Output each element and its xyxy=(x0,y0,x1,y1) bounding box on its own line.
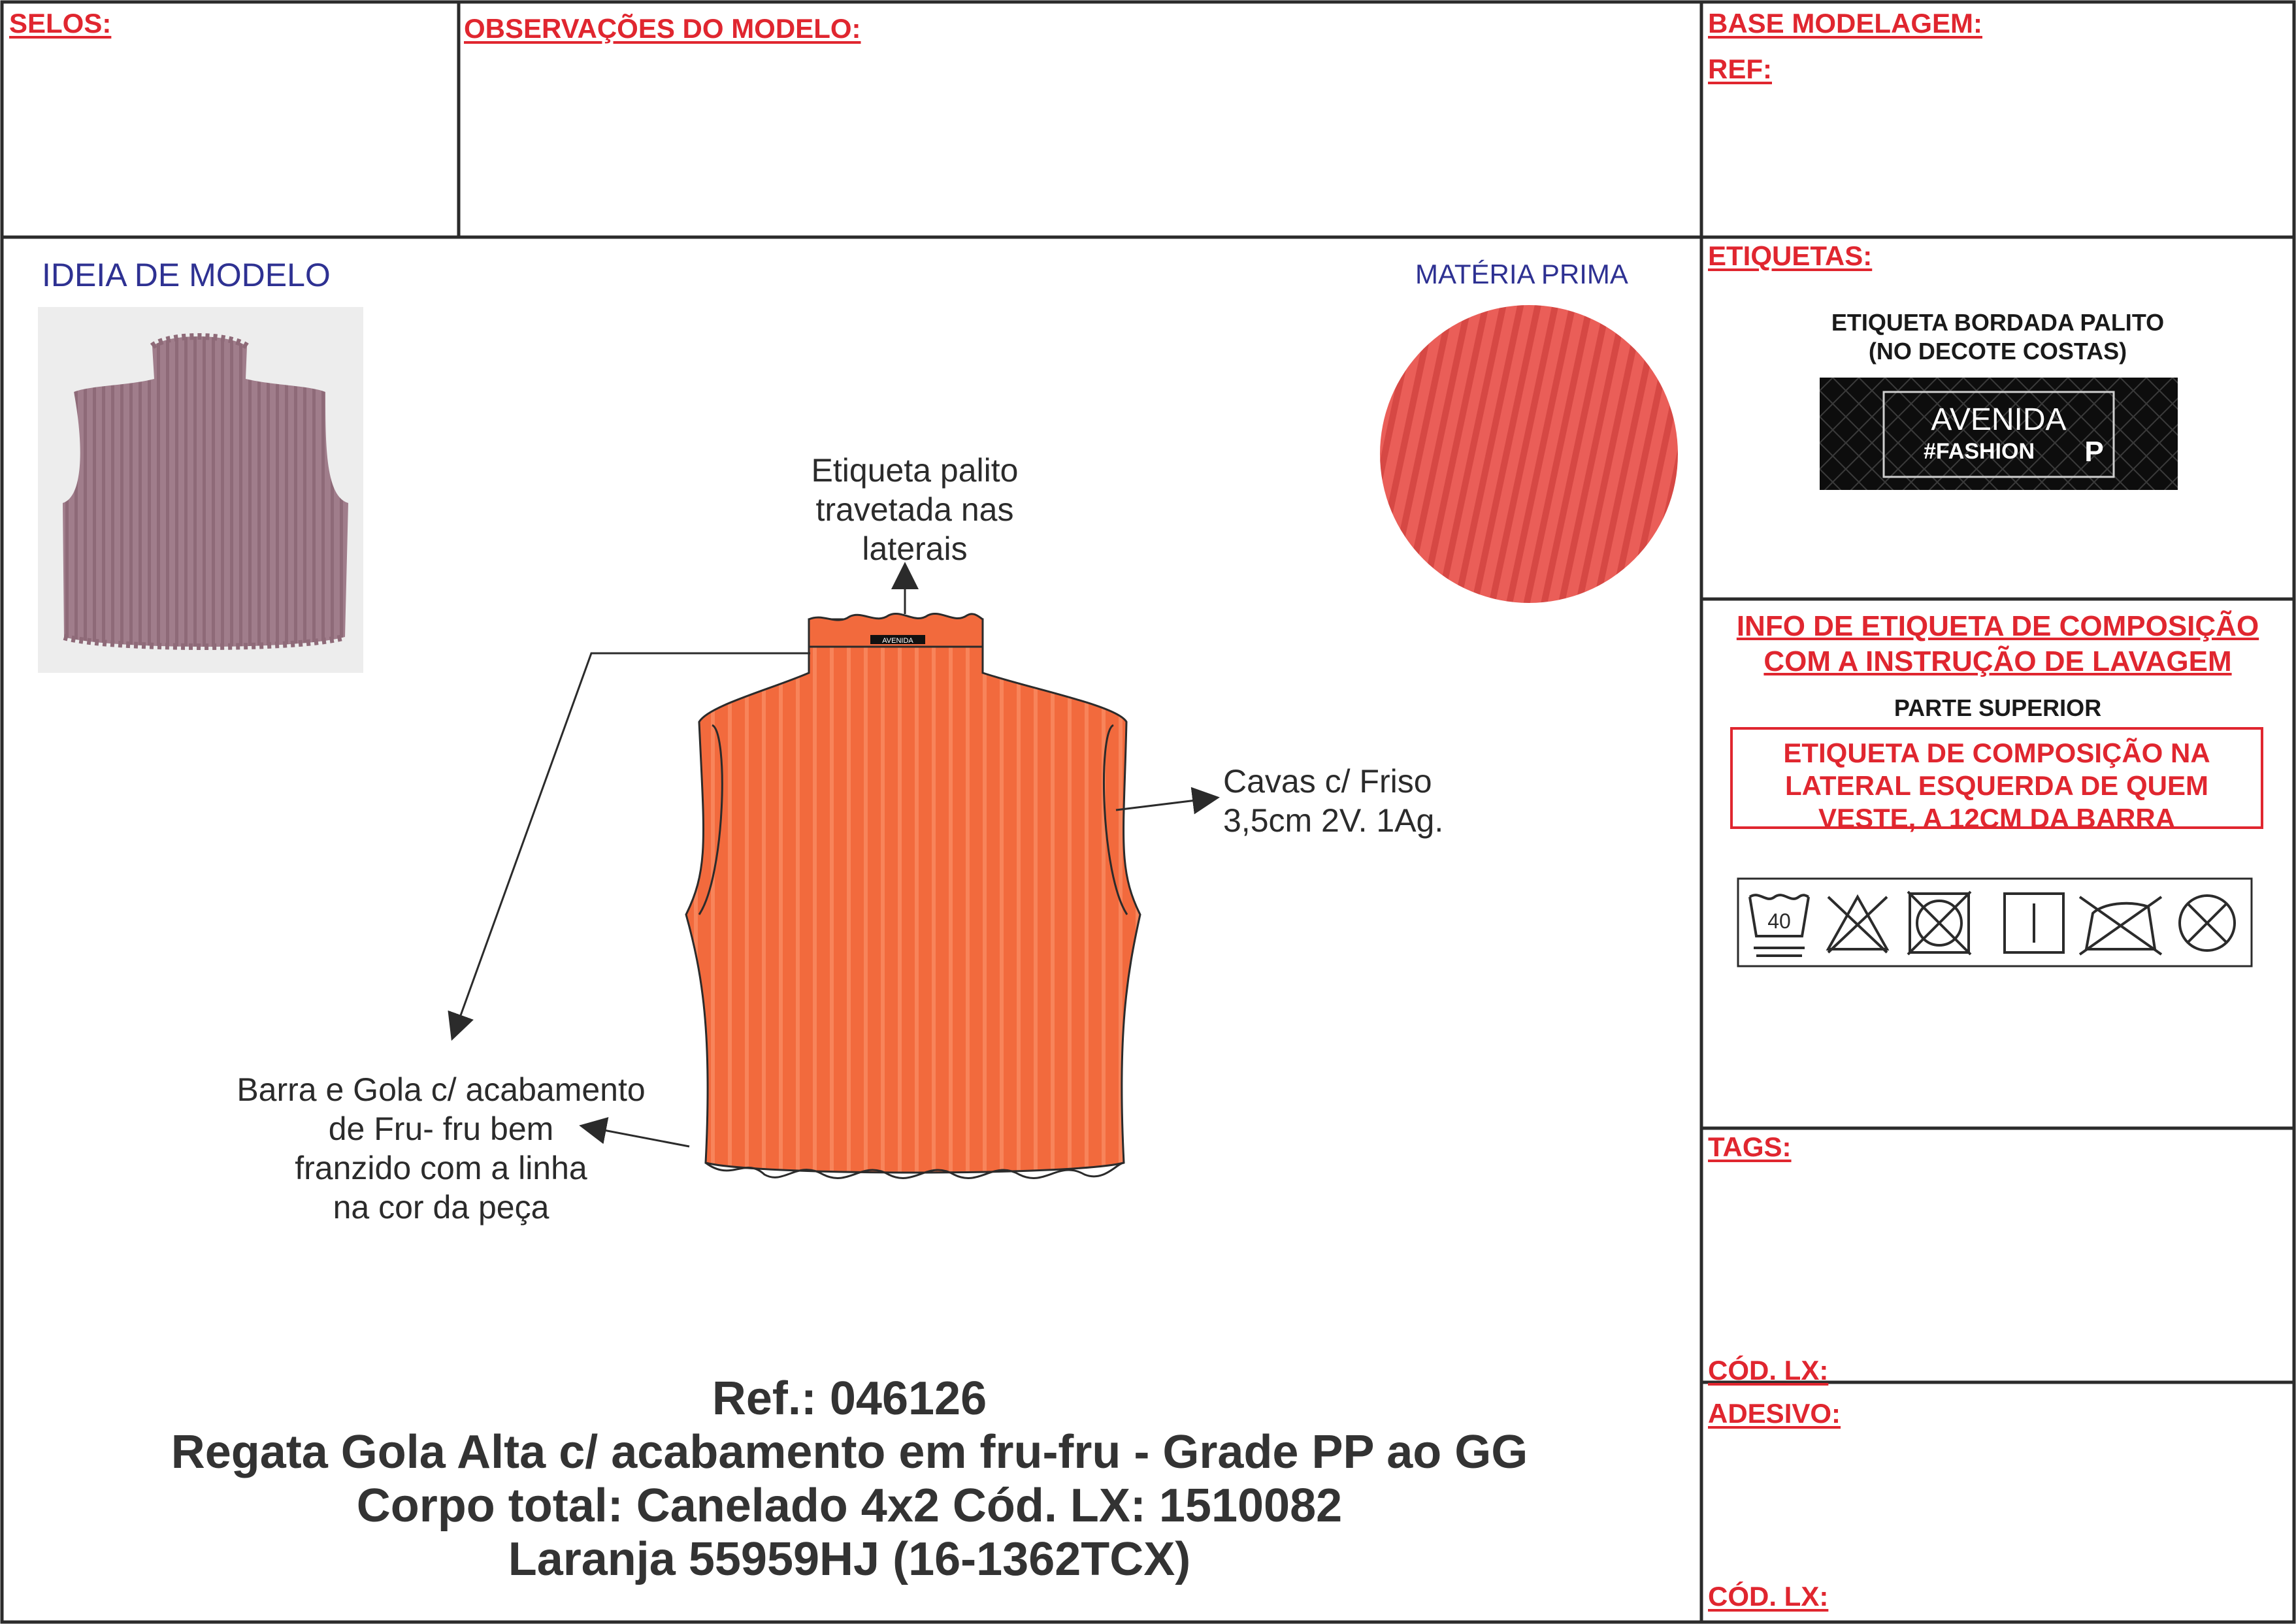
etiqueta-description: ETIQUETA BORDADA PALITO (NO DECOTE COSTAS) xyxy=(1831,309,2165,365)
ref-label: REF: xyxy=(1708,54,1772,84)
etiquetas-label: ETIQUETAS: xyxy=(1708,240,1873,271)
ideia-de-modelo-title: IDEIA DE MODELO xyxy=(42,257,331,293)
composicao-text: ETIQUETA DE COMPOSIÇÃO NA LATERAL ESQUERDA DE QUEM VESTE, A 12CM DA BARRA xyxy=(1783,738,2210,834)
note-barra-gola: Barra e Gola c/ acabamento de Fru- fru bem franzido com a linha na cor da peça xyxy=(237,1071,646,1226)
parte-superior-label: PARTE SUPERIOR xyxy=(1894,694,2102,721)
no-tumble-dry-icon xyxy=(1908,892,1971,954)
wash-temp: 40 xyxy=(1767,909,1791,933)
product-description: Regata Gola Alta c/ acabamento em fru-fru - Grade PP ao GG xyxy=(171,1426,1528,1478)
selos-label: SELOS: xyxy=(9,8,112,39)
label-size-text: P xyxy=(2084,436,2104,468)
product-info xyxy=(0,1372,1699,1586)
svg-text:AVENIDA: AVENIDA xyxy=(882,637,913,645)
materia-prima-title: MATÉRIA PRIMA xyxy=(1415,259,1628,289)
product-ref: Ref.: 046126 xyxy=(712,1372,987,1425)
cod-lx-tags-label: CÓD. LX: xyxy=(1708,1355,1829,1386)
observacoes-label: OBSERVAÇÕES DO MODELO: xyxy=(464,13,861,44)
brand-label-image xyxy=(1820,378,2178,490)
info-composicao-title: INFO DE ETIQUETA DE COMPOSIÇÃO COM A INSTRUÇÃO DE LAVAGEM xyxy=(1736,610,2259,677)
tags-label: TAGS: xyxy=(1708,1131,1792,1162)
adesivo-label: ADESIVO: xyxy=(1708,1398,1841,1429)
base-modelagem-label: BASE MODELAGEM: xyxy=(1708,8,1982,39)
label-sub-text: #FASHION xyxy=(1923,439,2035,464)
wash-care-symbols xyxy=(1737,877,2253,967)
product-color: Laranja 55959HJ (16-1362TCX) xyxy=(508,1533,1191,1585)
note-cavas: Cavas c/ Friso 3,5cm 2V. 1Ag. xyxy=(1223,763,1444,839)
cod-lx-adesivo-label: CÓD. LX: xyxy=(1708,1581,1829,1612)
note-etiqueta-palito: Etiqueta palito travetada nas laterais xyxy=(811,452,1019,567)
product-body: Corpo total: Canelado 4x2 Cód. LX: 1510082 xyxy=(356,1480,1343,1532)
label-brand-text: AVENIDA xyxy=(1931,402,2067,437)
